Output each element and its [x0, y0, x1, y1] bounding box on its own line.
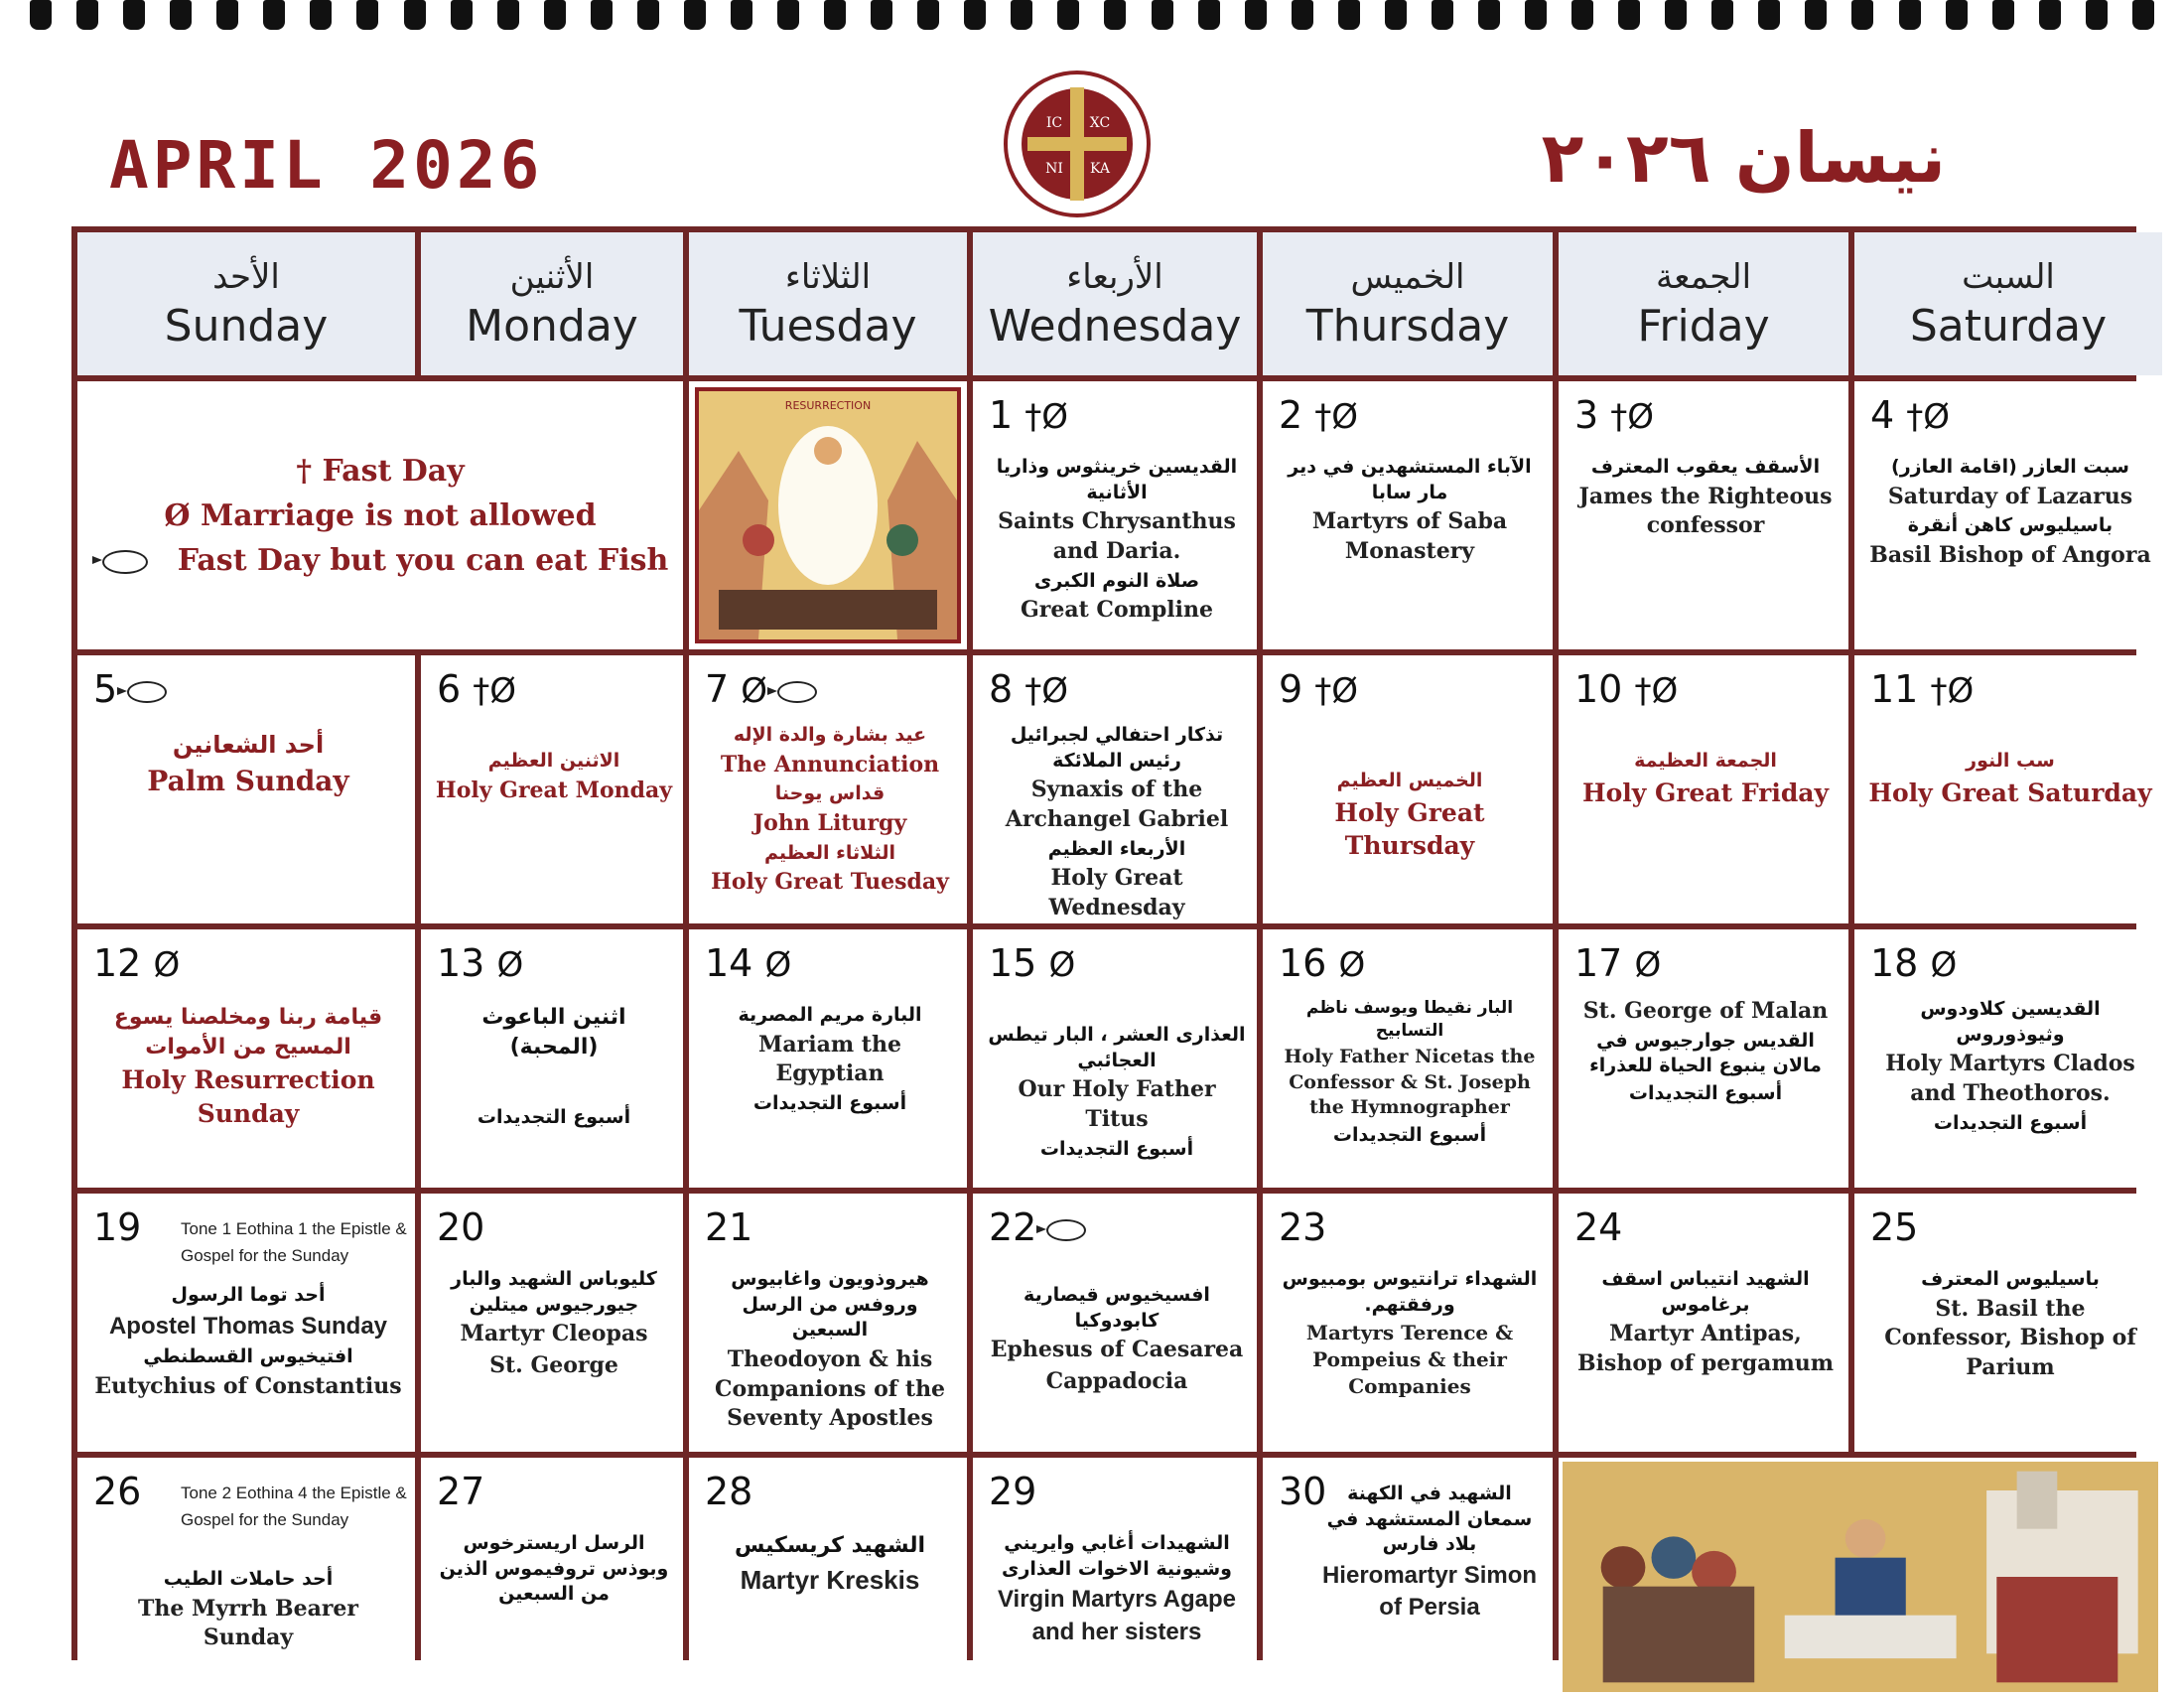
legend-marriage: Ø Marriage is not allowed — [164, 497, 597, 533]
day-cell-30: 30 الشهيد في الكهنة سمعان المستشهد في بلاد فارس Hieromartyr Simon of Persia — [1263, 1458, 1553, 1696]
day-cell-22: 22 افسيخيوس قيصارية كابودوكيا Ephesus of Caesarea Cappadocia — [973, 1194, 1257, 1452]
fish-icon — [1046, 1219, 1086, 1241]
day-cell-10: 10 †Ø الجمعة العظيمة Holy Great Friday — [1559, 655, 1848, 923]
day-cell-21: 21 هيروذويون واغابيوس وروفس من الرسل السبعين Theodoyon & his Companions of the Seventy Apostles — [689, 1194, 967, 1452]
icon-caption: RESURRECTION — [784, 399, 872, 412]
fish-icon — [102, 550, 148, 574]
resurrection-icon — [695, 387, 961, 643]
binding-spiral — [30, 0, 2154, 34]
day-cell-24: 24 الشهيد انتيباس اسقف برغاموس Martyr Antipas, Bishop of pergamum — [1559, 1194, 1848, 1452]
day-cell-26: 26 Tone 2 Eothina 4 the Epistle & Gospel for the Sunday أحد حاملات الطيب The Myrrh Bearer Sunday — [77, 1458, 415, 1696]
palm-sunday-icon — [1563, 1462, 2158, 1692]
day-number: 1 — [989, 393, 1014, 437]
weekday-header-tuesday: الثلاثاء Tuesday — [689, 232, 967, 375]
day-cell-6: 6 †Ø الاثنين العظيم Holy Great Monday — [421, 655, 683, 923]
day-cell-5: 5 أحد الشعانين Palm Sunday — [77, 655, 415, 923]
day-cell-25: 25 باسيليوس المعترف St. Basil the Confessor, Bishop of Parium — [1854, 1194, 2162, 1452]
tone-note: Tone 2 Eothina 4 the Epistle & Gospel for the Sunday — [181, 1484, 407, 1530]
month-title-en: APRIL 2026 — [109, 127, 544, 204]
day-cell-12: 12 Ø قيامة ربنا ومخلصنا يسوع المسيح من الأموات Holy Resurrection Sunday — [77, 929, 415, 1188]
month-title-ar: نيسان ٢٠٢٦ — [1541, 117, 1946, 199]
day-cell-8: 8 †Ø تذكار احتفالي لجبرائيل رئيس الملائكة Synaxis of the Archangel Gabriel الأربعاء العظيم Holy Great Wednesday — [973, 655, 1257, 923]
palm-sunday-icon-cell — [1559, 1458, 2162, 1696]
legend-fish: Fast Day but you can eat Fish — [177, 542, 669, 578]
weekday-header-sunday: الأحد Sunday — [77, 232, 415, 375]
day-cell-1: 1 †Ø القديسين خرينثوس وذاريا الأثانية Saints Chrysanthus and Daria. صلاة النوم الكبرى Great Compline — [973, 381, 1257, 649]
day-cell-16: 16 Ø البار نقيطا ويوسف ناظم التسابيح Holy Father Nicetas the Confessor & St. Joseph the Hymnographer أسبوع التجديدات — [1263, 929, 1553, 1188]
calendar-grid — [71, 226, 2152, 1660]
seal-letter-ka: KA — [1089, 161, 1111, 177]
weekday-header-saturday: السبت Saturday — [1854, 232, 2162, 375]
day-symbols: †Ø — [1024, 397, 1069, 437]
fish-icon — [777, 681, 817, 703]
weekday-header-wednesday: الأربعاء Wednesday — [973, 232, 1257, 375]
day-cell-15: 15 Ø العذارى العشر ، البار تيطس العجائبي Our Holy Father Titus أسبوع التجديدات — [973, 929, 1257, 1188]
day-cell-18: 18 Ø القديسين كلاودوس وثيوذوروس Holy Martyrs Clados and Theothoros. أسبوع التجديدات — [1854, 929, 2162, 1188]
day-cell-20: 20 كليوباس الشهيد والبار جيورجيوس ميتلين Martyr Cleopas St. George — [421, 1194, 683, 1452]
day-cell-11: 11 †Ø سب النور Holy Great Saturday — [1854, 655, 2162, 923]
day-cell-19: 19 Tone 1 Eothina 1 the Epistle & Gospel for the Sunday أحد توما الرسول Apostel Thomas Sunday افتيخيوس القسطنطي Eutychius of Constantius — [77, 1194, 415, 1452]
day-cell-28: 28 الشهيد كريسكيس Martyr Kreskis — [689, 1458, 967, 1696]
day-cell-29: 29 الشهيدات أغابي وايريني وشيونية الاخوات العذارى Virgin Martyrs Agape and her sisters — [973, 1458, 1257, 1696]
legend-fast: † Fast Day — [296, 453, 465, 489]
day-cell-9: 9 †Ø الخميس العظيم Holy Great Thursday — [1263, 655, 1553, 923]
seal-letter-ni: NI — [1045, 161, 1063, 177]
day-cell-23: 23 الشهداء ترانتيوس بومبيوس ورفقتهم. Martyrs Terence & Pompeius & their Companies — [1263, 1194, 1553, 1452]
patriarchate-seal-icon — [1003, 70, 1152, 218]
tone-note: Tone 1 Eothina 1 the Epistle & Gospel for the Sunday — [181, 1219, 407, 1266]
day-cell-4: 4 †Ø سبت العازر (اقامة العازر) Saturday of Lazarus باسيليوس كاهن أنقرة Basil Bishop of Angora — [1854, 381, 2162, 649]
legend — [77, 381, 683, 649]
day-cell-2: 2 †Ø الآباء المستشهدين في دير مار سابا Martyrs of Saba Monastery — [1263, 381, 1553, 649]
weekday-header-thursday: الخميس Thursday — [1263, 232, 1553, 375]
resurrection-icon-cell — [689, 381, 967, 649]
seal-letter-xc: XC — [1089, 115, 1111, 131]
fish-icon — [127, 681, 167, 703]
day-cell-27: 27 الرسل اريسترخوس وبوذس تروفيموس الذين من السبعين — [421, 1458, 683, 1696]
day-cell-3: 3 †Ø الأسقف يعقوب المعترف James the Righteous confessor — [1559, 381, 1848, 649]
day-cell-7: 7 Ø عيد بشارة والدة الإله The Annunciation قداس يوحنا John Liturgy الثلاثاء العظيم Holy Great Tuesday — [689, 655, 967, 923]
weekday-header-friday: الجمعة Friday — [1559, 232, 1848, 375]
day-cell-14: 14 Ø البارة مريم المصرية Mariam the Egyptian أسبوع التجديدات — [689, 929, 967, 1188]
seal-letter-ic: IC — [1045, 115, 1063, 131]
day-cell-17: 17 Ø St. George of Malan القديس جوارجيوس في مالان ينبوع الحياة للعذراء أسبوع التجديدات — [1559, 929, 1848, 1188]
day-cell-13: 13 Ø اثنين الباعوث (المحبة) أسبوع التجديدات — [421, 929, 683, 1188]
weekday-header-monday: الأثنين Monday — [421, 232, 683, 375]
